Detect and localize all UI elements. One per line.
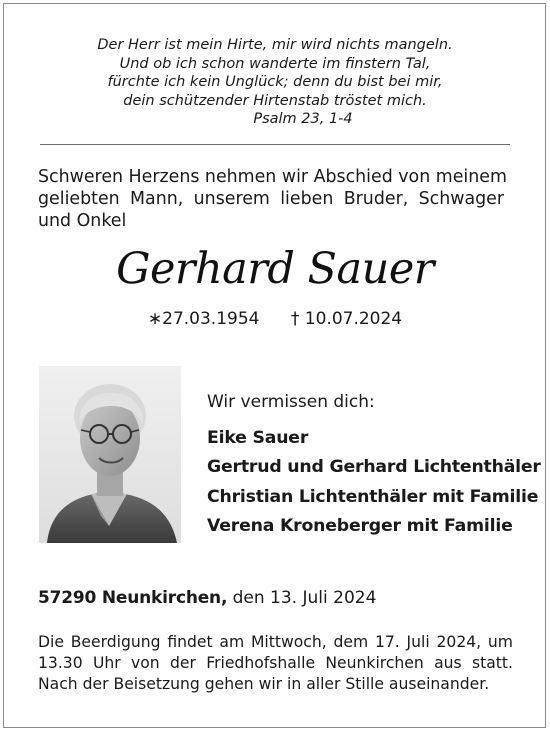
deceased-name: Gerhard Sauer (116, 244, 434, 294)
intro-line: Schweren Herzens nehmen wir Abschied von meinem (38, 167, 507, 187)
mourners-list (207, 424, 541, 542)
funeral-line: 13.30 Uhr von der Friedhofshalle Neunkirchen aus statt. (38, 654, 513, 673)
place-and-date (38, 588, 376, 608)
life-dates (0, 309, 550, 329)
intro-line: und Onkel (38, 211, 127, 231)
mourners-block (207, 392, 541, 542)
death-cross-icon: † (290, 309, 300, 329)
psalm-line: Und ob ich schon wanderte im finstern Tal, (119, 55, 431, 72)
psalm-line: fürchte ich kein Unglück; denn du bist bei mir, (107, 74, 443, 91)
birth-date: 27.03.1954 (162, 309, 260, 329)
psalm-reference: Psalm 23, 1-4 (253, 111, 353, 128)
place-date: den 13. Juli 2024 (227, 588, 377, 608)
divider (40, 144, 510, 145)
birth-star-icon: ∗ (147, 309, 163, 329)
death-date-group (291, 309, 402, 329)
mourner-name: Christian Lichtenthäler mit Familie (207, 486, 539, 507)
psalm-line: dein schützender Hirtenstab tröstet mich. (123, 92, 427, 109)
mourner-name: Gertrud und Gerhard Lichtenthäler (207, 457, 541, 478)
funeral-line: Die Beerdigung findet am Mittwoch, dem 17. Juli 2024, um (38, 633, 513, 651)
mourner-name: Verena Kroneberger mit Familie (207, 516, 513, 537)
mourners-intro: Wir vermissen dich: (207, 392, 375, 412)
portrait-photo (39, 366, 181, 543)
intro-line: geliebten Mann, unserem lieben Bruder, Schwager (38, 189, 504, 209)
intro-text (38, 166, 507, 232)
funeral-info (38, 632, 513, 696)
birth-date-group (148, 309, 260, 329)
psalm-quote (40, 36, 510, 129)
psalm-line: Der Herr ist mein Hirte, mir wird nichts mangeln. (97, 37, 453, 53)
death-date: 10.07.2024 (304, 309, 403, 329)
funeral-line: Nach der Beisetzung gehen wir in aller Stille auseinander. (38, 675, 490, 694)
place-city: 57290 Neunkirchen, (38, 588, 228, 608)
mourner-name: Eike Sauer (207, 428, 309, 448)
